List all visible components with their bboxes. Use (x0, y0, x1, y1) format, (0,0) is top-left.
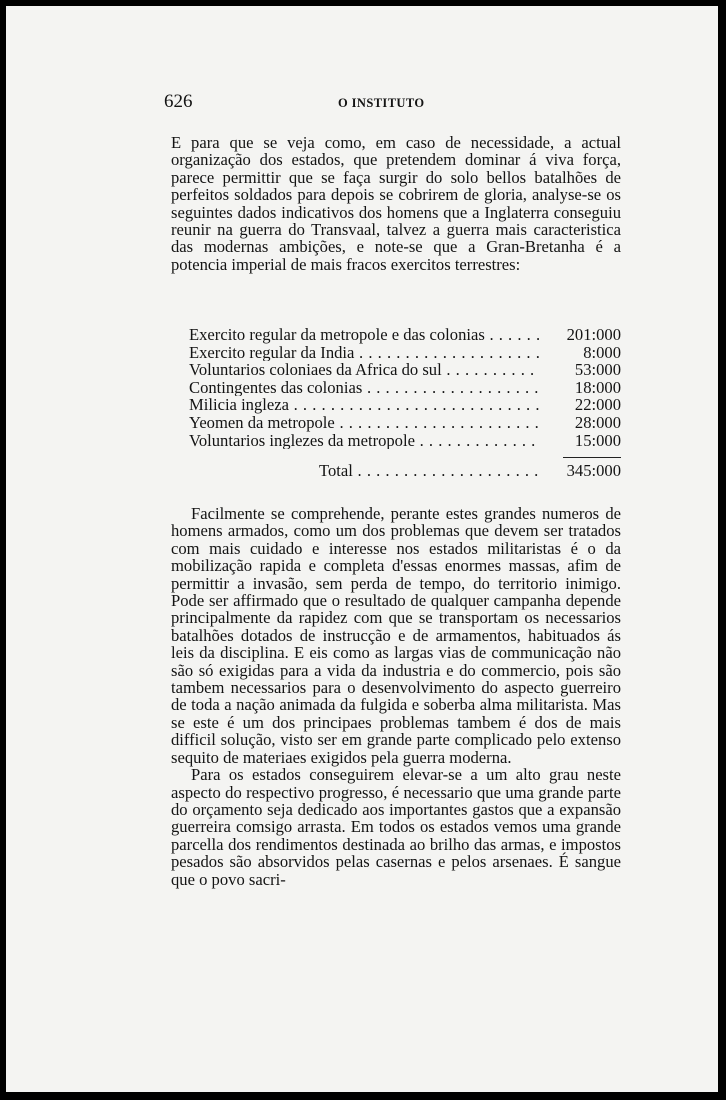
table-row-label: Milicia ingleza . . . (189, 396, 539, 414)
total-row (189, 462, 621, 480)
body-text (171, 505, 621, 888)
table-row-label: Voluntarios coloniaes da Africa do sul . . . (189, 361, 539, 379)
table-row-value: 22:000 (574, 395, 621, 415)
table-row-value: 18:000 (574, 377, 621, 397)
running-title: O INSTITUTO (338, 96, 425, 110)
troops-table (189, 326, 621, 480)
table-row (189, 326, 621, 344)
intro-paragraph-block (171, 134, 621, 273)
table-row (189, 414, 621, 432)
table-row-value: 8:000 (583, 342, 621, 362)
table-row-value: 53:000 (574, 360, 621, 380)
table-row (189, 361, 621, 379)
table-row-value: 201:000 (566, 325, 621, 344)
intro-paragraph: E para que se veja como, em caso de necessidade, a actual organização dos estados, que pretendem dominar á viva força, parece permittir que se faça surgir do solo bellos batalhões de perfeitos soldados para depois se cobrirem de gloria, analyse-se os seguintes dados indicativos dos homens que a Inglaterra conseguiu reunir na guerra do Transvaal, talvez a guerra mais caracteristica das modernas ambições, e note-se que a Gran-Bretanha é a potencia imperial de mais fracos exercitos terrestres: (171, 133, 621, 274)
table-row (189, 379, 621, 397)
total-value: 345:000 (566, 461, 621, 481)
table-row-label: Yeomen da metropole . . . (189, 414, 539, 432)
total-label: Total . . . (319, 462, 539, 480)
page-number: 626 (164, 91, 193, 112)
table-row-label: Exercito regular da metropole e das colonias . . . (189, 326, 539, 344)
table-row-value: 15:000 (574, 430, 621, 450)
table-row-label: Exercito regular da India . . . (189, 344, 539, 362)
body-paragraph-2: Para os estados conseguirem elevar-se a um alto grau neste aspecto do respectivo progresso, é necessario que uma grande parte do orçamento seja dedicado aos importantes gastos que a expansão guerreira comsigo arrasta. Em todos os estados vemos uma grande parcella dos rendimentos destinada ao brilho das armas, e impostos pesados são absorvidos pelas casernas e pelos arsenaes. É sangue que o povo sacri- (171, 765, 621, 889)
body-paragraph-1: Facilmente se comprehende, perante estes grandes numeros de homens armados, como um dos problemas que devem ser tratados com mais cuidado e interesse nos estados militaristas é o da mobilização rapida e completa d'essas enormes massas, afim de permittir a invasão, sem perda de tempo, do territorio inimigo. Pode ser affirmado que o resultado de qualquer campanha depende principalmente da rapidez com que se transportam os necessarios batalhões dotados de instrucção e de armamentos, habituados ás leis da disciplina. E eis como as largas vias de communicação não são só exigidas para a vida da industria e do commercio, pois são tambem necessarios para o desenvolvimento do aspecto guerreiro de toda a nação animada da fulgida e soberba alma militarista. Mas se este é um dos principaes problemas tambem é dos de mais difficil solução, visto ser em grande parte complicado pelo extenso sequito de materiaes exigidos pela guerra moderna. (171, 504, 621, 767)
troops-table-rows (189, 326, 621, 449)
table-row-label: Contingentes das colonias . . . (189, 379, 539, 397)
total-rule (563, 457, 621, 458)
table-row (189, 344, 621, 362)
table-row (189, 432, 621, 450)
page-header (164, 91, 624, 115)
table-row-label: Voluntarios inglezes da metropole . . . (189, 432, 539, 450)
table-row (189, 396, 621, 414)
book-page (6, 6, 718, 1092)
table-row-value: 28:000 (574, 412, 621, 432)
